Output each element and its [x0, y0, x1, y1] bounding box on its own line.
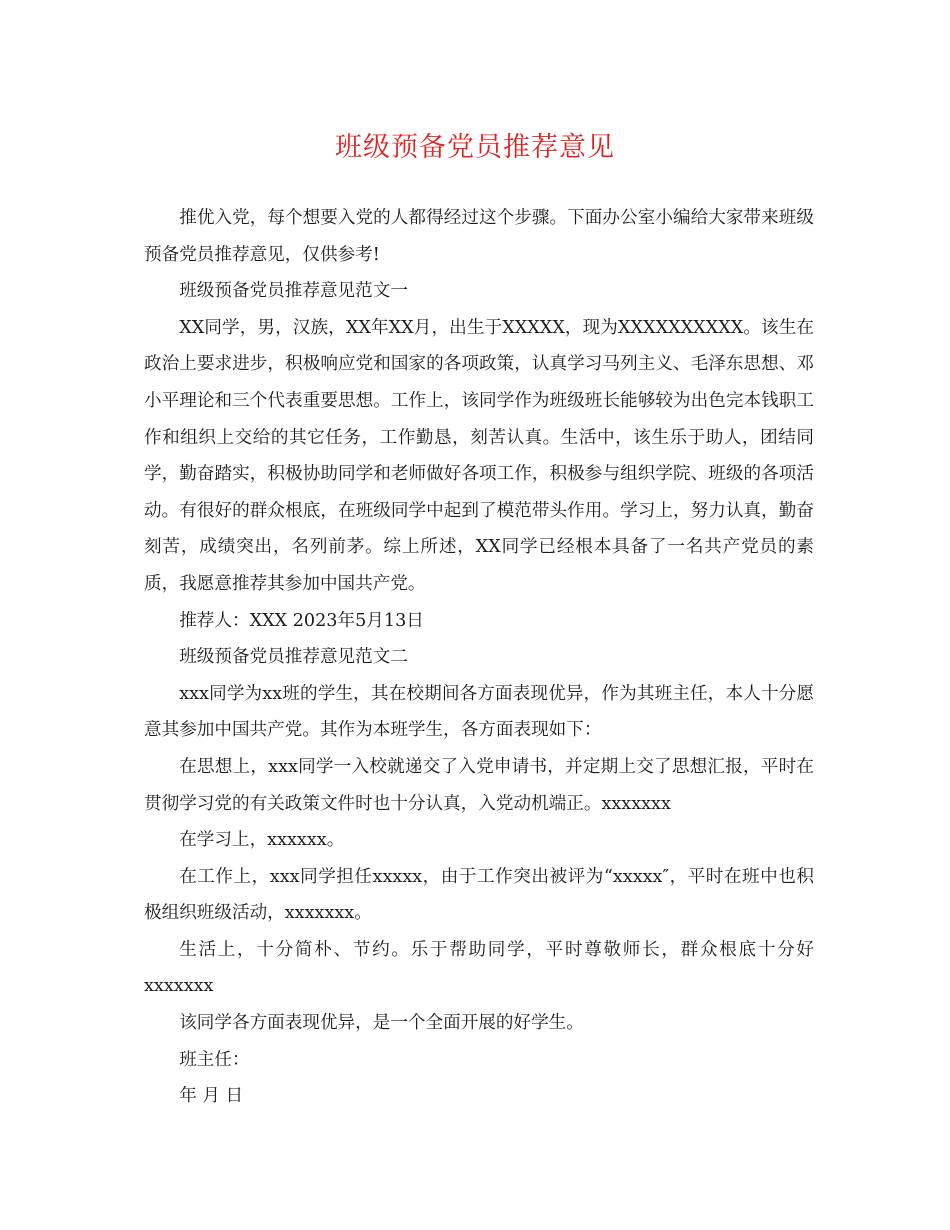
head-teacher-line: 班主任：	[179, 1049, 250, 1070]
intro-paragraph: 推优入党，每个想要入党的人都得经过这个步骤。下面办公室小编给大家带来班级预备党员推荐意见，仅供参考!	[144, 208, 814, 265]
study-paragraph: 在学习上，xxxxxx。	[179, 830, 345, 851]
document-body	[144, 200, 814, 1115]
ideology-paragraph: 在思想上，xxx同学一入校就递交了入党申请书，并定期上交了思想汇报，平时在贯彻学习党的有关政策文件时也十分认真，入党动机端正。xxxxxxx	[144, 756, 814, 814]
sample-two-intro-paragraph: xxx同学为xx班的学生，其在校期间各方面表现优异，作为其班主任，本人十分愿意其参加中国共产党。其作为本班学生，各方面表现如下：	[144, 683, 814, 741]
life-paragraph: 生活上，十分简朴、节约。乐于帮助同学，平时尊敬师长，群众根底十分好xxxxxxx	[144, 939, 814, 997]
date-line: 年 月 日	[179, 1086, 244, 1107]
document-title: 班级预备党员推荐意见	[335, 132, 615, 163]
section-heading-sample-two: 班级预备党员推荐意见范文二	[179, 647, 408, 668]
section-heading-sample-one: 班级预备党员推荐意见范文一	[179, 281, 408, 302]
summary-paragraph: 该同学各方面表现优异，是一个全面开展的好学生。	[179, 1013, 584, 1034]
sample-one-body-paragraph: XX同学，男，汉族，XX年XX月，出生于XXXXX，现为XXXXXXXXXX。该生在政治上要求进步，积极响应党和国家的各项政策，认真学习马列主义、毛泽东思想、邓小平理论和三个代表重要思想。工作上，该同学作为班级班长能够较为出色完本钱职工作和组织上交给的其它任务，工作勤恳，刻苦认真。生活中，该生乐于助人，团结同学，勤奋踏实，积极协助同学和老师做好各项工作，积极参与组织学院、班级的各项活动。有很好的群众根底，在班级同学中起到了模范带头作用。学习上，努力认真，勤奋刻苦，成绩突出，名列前茅。综上所述，XX同学已经根本具备了一名共产党员的素质，我愿意推荐其参加中国共产党。	[144, 317, 814, 594]
work-paragraph: 在工作上，xxx同学担任xxxxx，由于工作突出被评为“xxxxx″，平时在班中也积极组织班级活动，xxxxxxx。	[144, 866, 814, 924]
recommender-signature-line: 推荐人：XXX 2023年5月13日	[179, 610, 424, 631]
